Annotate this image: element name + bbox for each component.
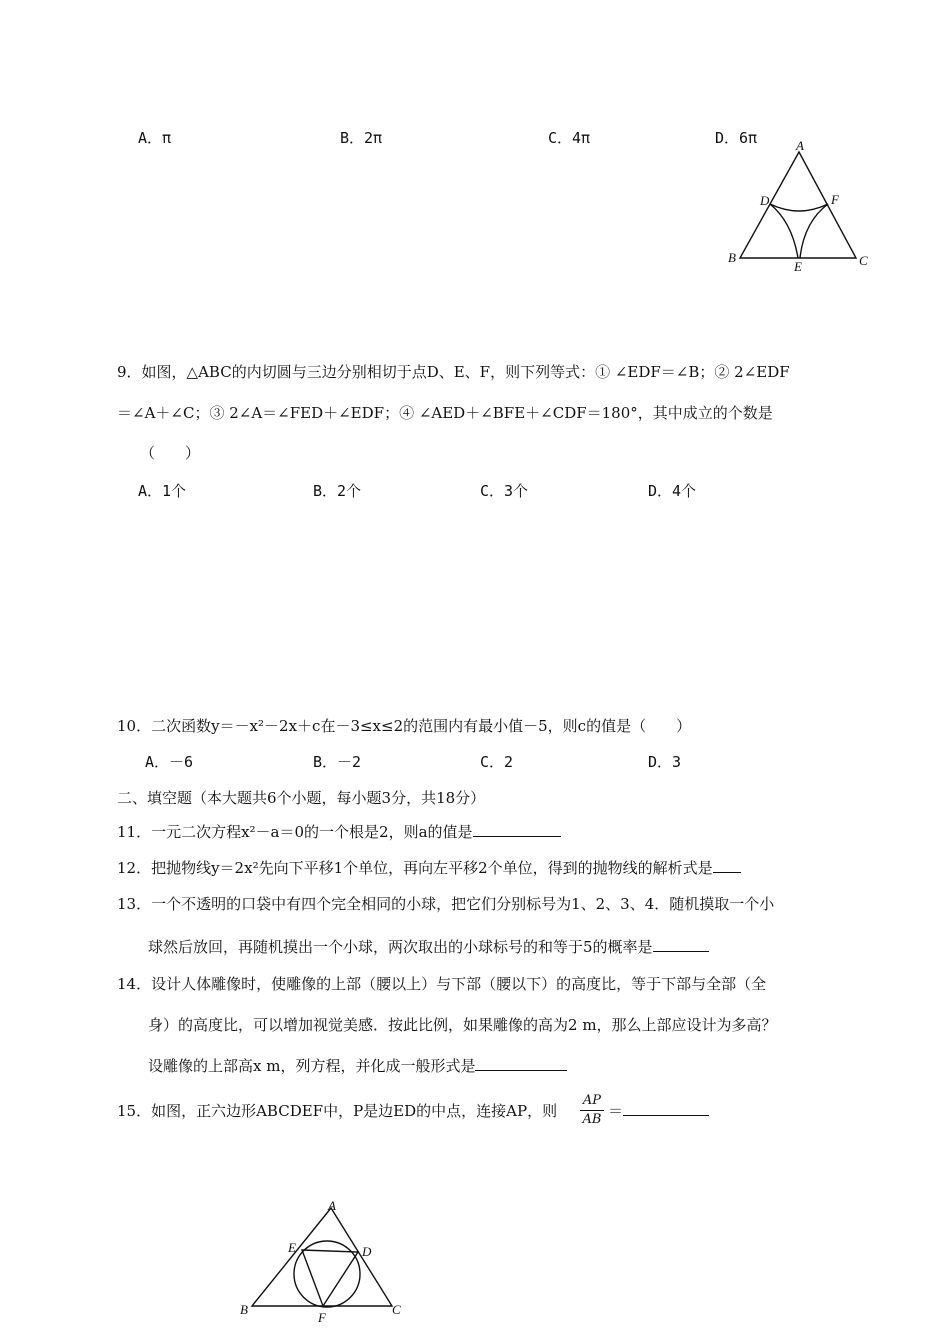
q9-label-b: B <box>240 1302 248 1317</box>
q14-text-line2: 身）的高度比，可以增加视觉美感．按此比例，如果雕像的高为2 m，那么上部应设计为多高？ <box>148 1016 777 1034</box>
q8-arc-df <box>770 204 828 211</box>
q10-option-c: C．2 <box>480 753 514 771</box>
q9-incircle-figure <box>232 1196 412 1332</box>
q10-text: 10．二次函数y＝－x²－2x＋c在－3≤x≤2的范围内有最小值－5，则c的值是（ ） <box>117 717 692 735</box>
q9-label-c: C <box>392 1302 401 1317</box>
q15-fraction <box>580 1093 604 1128</box>
q8-option-a: A．π <box>138 129 172 147</box>
q9-text-line2: ＝∠A＋∠C；③ 2∠A＝∠FED＋∠EDF；④ ∠AED＋∠BFE＋∠CDF＝180°，其中成立的个数是 <box>117 404 773 422</box>
q10-option-a: A．－6 <box>145 753 194 771</box>
q8-arc-fe <box>800 204 828 258</box>
q11-answer-blank[interactable] <box>473 822 561 837</box>
q15-frac-bar <box>580 1110 604 1111</box>
q15-equals: ＝ <box>608 1102 624 1120</box>
q10-option-b: B．－2 <box>313 753 362 771</box>
q8-arc-de <box>770 204 798 258</box>
q9-option-a: A．1个 <box>138 482 187 500</box>
q13-text-line2: 球然后放回，再随机摸出一个小球，两次取出的小球标号的和等于5的概率是 <box>148 938 653 956</box>
q9-option-b: B．2个 <box>313 482 362 500</box>
q14-answer-blank[interactable] <box>475 1056 567 1071</box>
q8-label-d: D <box>760 193 770 208</box>
q9-option-d: D．4个 <box>648 482 697 500</box>
q12-text: 12．把抛物线y＝2x²先向下平移1个单位，再向左平移2个单位，得到的抛物线的解析式是 <box>117 859 713 877</box>
q8-option-c: C．4π <box>548 129 591 147</box>
q13-answer-blank[interactable] <box>653 937 709 952</box>
q15-text: 15．如图，正六边形ABCDEF中，P是边ED的中点，连接AP，则 <box>117 1102 558 1120</box>
q15-answer-blank[interactable] <box>623 1101 709 1116</box>
q13-text-line1: 13．一个不透明的口袋中有四个完全相同的小球，把它们分别标号为1、2、3、4．随机摸取一个小 <box>117 895 775 913</box>
q8-label-f: F <box>831 192 839 207</box>
q9-text-line1: 9．如图，△ABC的内切圆与三边分别相切于点D、E、F，则下列等式：① ∠EDF＝∠B；② 2∠EDF <box>117 363 790 381</box>
q9-option-c: C．3个 <box>480 482 529 500</box>
q8-figure <box>720 138 880 278</box>
q14-line3 <box>148 1056 567 1076</box>
section-heading: 二、填空题（本大题共6个小题，每小题3分，共18分） <box>117 789 486 807</box>
q8-label-c: C <box>859 253 868 268</box>
q15-frac-denominator: AB <box>582 1112 602 1127</box>
q8-option-d: D．6π <box>715 129 758 147</box>
q8-label-e: E <box>794 259 802 274</box>
q11 <box>117 822 561 842</box>
q8-label-a: A <box>796 138 804 153</box>
q10-option-d: D．3 <box>648 753 682 771</box>
q15-answer <box>608 1101 709 1121</box>
q8-option-b: B．2π <box>340 129 383 147</box>
q9-label-a: A <box>328 1198 336 1213</box>
q9-label-e: E <box>288 1240 296 1255</box>
q8-label-b: B <box>728 250 736 265</box>
q14-text-line3: 设雕像的上部高x m，列方程，并化成一般形式是 <box>148 1057 476 1075</box>
q12-answer-blank[interactable] <box>713 858 741 873</box>
q11-text: 11．一元二次方程x²－a＝0的一个根是2，则a的值是 <box>117 823 473 841</box>
q14-text-line1: 14．设计人体雕像时，使雕像的上部（腰以上）与下部（腰以下）的高度比，等于下部与全部（全 <box>117 975 767 993</box>
q9-text-line3: （ ） <box>140 444 201 462</box>
q15-frac-numerator: AP <box>582 1093 602 1108</box>
q9-label-f: F <box>318 1310 326 1325</box>
q12 <box>117 858 741 878</box>
q13-line2 <box>148 937 709 957</box>
q9-label-d: D <box>362 1244 372 1259</box>
